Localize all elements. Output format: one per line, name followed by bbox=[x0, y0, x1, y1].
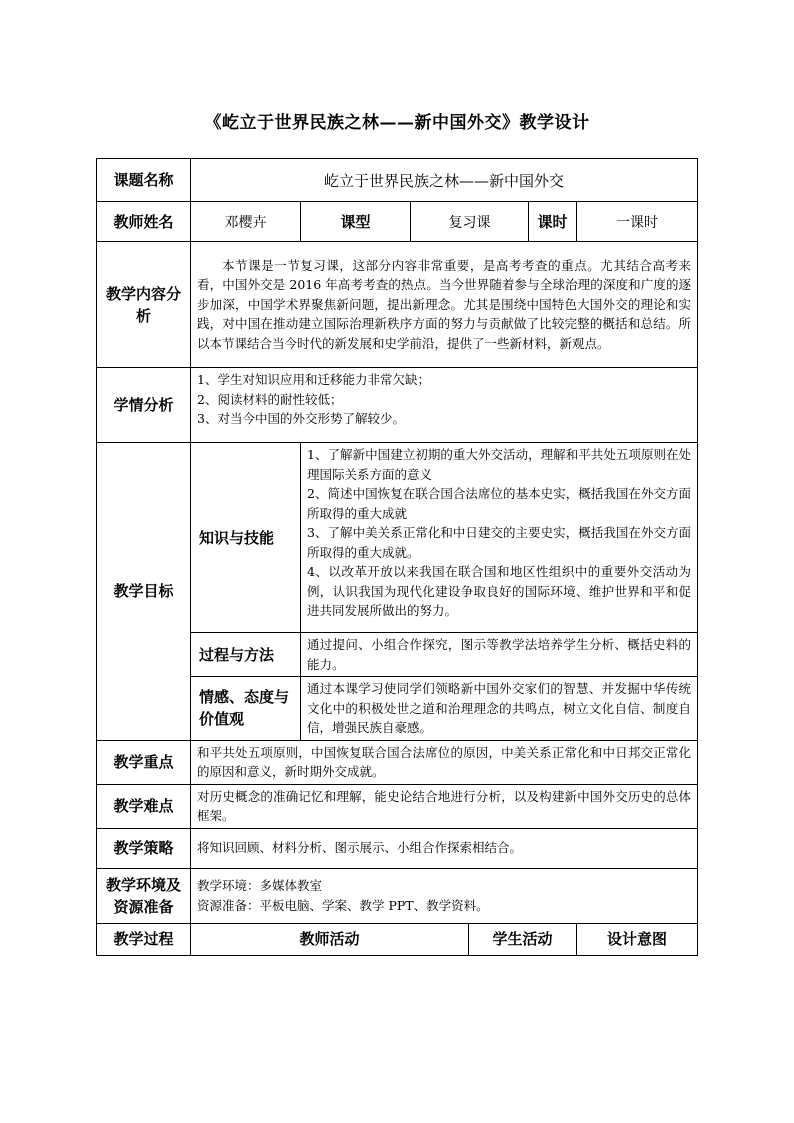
knowledge-item: 4、以改革开放以来我国在联合国和地区性组织中的重要外交活动为例，认识我国为现代化建设争取良好的国际环境、维护世界和平和促进共同发展所做出的努力。 bbox=[307, 564, 692, 618]
resources-line: 资源准备：平板电脑、学案、教学 PPT、教学资料。 bbox=[197, 897, 489, 913]
environment-line: 教学环境：多媒体教室 bbox=[197, 878, 323, 893]
lesson-hours-value: 一课时 bbox=[577, 202, 698, 242]
content-analysis-text: 本节课是一节复习课，这部分内容非常重要，是高考考查的重点。尤其结合高考来看，中国外交是 2016 年高考考查的热点。当今世界随着参与全球治理的深度和广度的逐步加深，中国学术界聚焦新问题，提出新理念。尤其是围绕中国特色大国外交的理论和实践，对中国在推动建立国际治理新秩序方面的努力与贡献做了比较完整的概括和总结。所以本节课结合当今时代的新发展和史学前沿，提供了一些新材料，新观点。 bbox=[191, 242, 698, 368]
knowledge-skills-list bbox=[301, 443, 698, 633]
lesson-hours-label: 课时 bbox=[529, 202, 577, 242]
key-points-label: 教学重点 bbox=[97, 740, 191, 784]
student-analysis-item: 1、学生对知识应用和迁移能力非常欠缺； bbox=[197, 372, 430, 387]
lesson-type-value: 复习课 bbox=[411, 202, 529, 242]
teacher-row bbox=[97, 202, 698, 242]
objectives-label: 教学目标 bbox=[97, 443, 191, 741]
content-analysis-row bbox=[97, 242, 698, 368]
strategy-label: 教学策略 bbox=[97, 828, 191, 868]
knowledge-item: 2、简述中国恢复在联合国合法席位的基本史实，概括我国在外交方面所取得的重大成就 bbox=[307, 486, 692, 521]
teaching-process-header-row bbox=[97, 923, 698, 955]
key-points-row bbox=[97, 740, 698, 784]
difficulties-label: 教学难点 bbox=[97, 784, 191, 828]
document-title: 《屹立于世界民族之林——新中国外交》教学设计 bbox=[204, 113, 590, 133]
lesson-plan-table bbox=[96, 158, 698, 956]
topic-row bbox=[97, 159, 698, 202]
teaching-process-label: 教学过程 bbox=[97, 923, 191, 955]
design-intent-header: 设计意图 bbox=[577, 923, 698, 955]
environment-label: 教学环境及资源准备 bbox=[97, 868, 191, 923]
topic-value: 屹立于世界民族之林——新中国外交 bbox=[191, 159, 698, 202]
content-analysis-label: 教学内容分析 bbox=[97, 242, 191, 368]
teacher-name: 邓樱卉 bbox=[191, 202, 301, 242]
student-activity-header: 学生活动 bbox=[469, 923, 577, 955]
process-methods-label: 过程与方法 bbox=[191, 633, 301, 677]
environment-row bbox=[97, 868, 698, 923]
teacher-label: 教师姓名 bbox=[97, 202, 191, 242]
environment-text bbox=[191, 868, 698, 923]
difficulties-text: 对历史概念的准确记忆和理解，能史论结合地进行分析，以及构建新中国外交历史的总体框架。 bbox=[191, 784, 698, 828]
teacher-activity-header: 教师活动 bbox=[191, 923, 469, 955]
key-points-text: 和平共处五项原则，中国恢复联合国合法席位的原因，中美关系正常化和中日邦交正常化的原因和意义，新时期外交成就。 bbox=[191, 740, 698, 784]
student-analysis-item: 3、对当今中国的外交形势了解较少。 bbox=[197, 411, 405, 426]
knowledge-item: 3、了解中美关系正常化和中日建交的主要史实，概括我国在外交方面所取得的重大成就。 bbox=[307, 525, 692, 560]
lesson-type-label: 课型 bbox=[301, 202, 411, 242]
difficulties-row bbox=[97, 784, 698, 828]
student-analysis-item: 2、阅读材料的耐性较低； bbox=[197, 391, 343, 407]
student-analysis-label: 学情分析 bbox=[97, 368, 191, 443]
student-analysis-row bbox=[97, 368, 698, 443]
knowledge-item: 1、了解新中国建立初期的重大外交活动，理解和平共处五项原则在处理国际关系方面的意义 bbox=[307, 447, 692, 482]
knowledge-skills-label: 知识与技能 bbox=[191, 443, 301, 633]
emotion-values-text: 通过本课学习使同学们领略新中国外交家们的智慧、并发掘中华传统文化中的积极处世之道和治理理念的共鸣点，树立文化自信、制度自信，增强民族自豪感。 bbox=[301, 677, 698, 741]
process-methods-text: 通过提问、小组合作探究，图示等教学法培养学生分析、概括史料的能力。 bbox=[301, 633, 698, 677]
emotion-values-label: 情感、态度与价值观 bbox=[191, 677, 301, 741]
strategy-text: 将知识回顾、材料分析、图示展示、小组合作探索相结合。 bbox=[191, 828, 698, 868]
strategy-row bbox=[97, 828, 698, 868]
objectives-knowledge-row bbox=[97, 443, 698, 633]
student-analysis-list bbox=[191, 368, 698, 443]
topic-label: 课题名称 bbox=[97, 159, 191, 202]
